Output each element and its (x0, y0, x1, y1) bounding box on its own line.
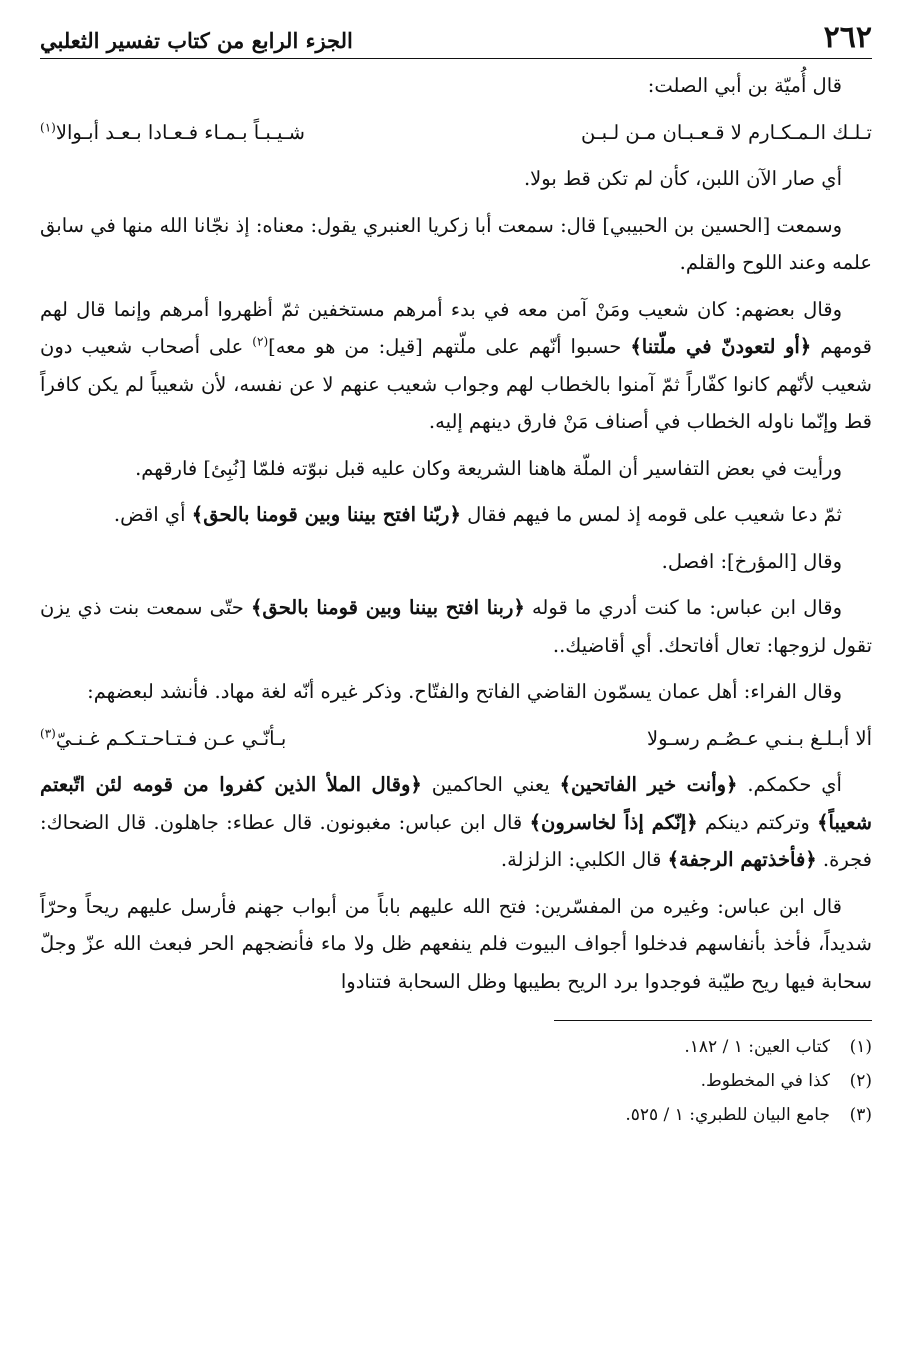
footnote-number: (٢) (849, 1071, 872, 1091)
quran-quote: ﴿فأخذتهم الرجفة﴾ (667, 848, 817, 871)
footnote-marker: (٣) (40, 726, 56, 740)
text-run: حسبوا أنّهم على ملّتهم [قيل: من هو معه] (268, 335, 631, 358)
text-run: قال ابن عباس: مغبونون. قال عطاء: جاهلون. قال الضحاك: فجرة. (40, 810, 872, 871)
verse-second-hemistich-text: شـيـبـاً بـمـاء فـعـادا بـعـد أبـوالا (55, 120, 305, 144)
footnote-number: (٣) (849, 1105, 872, 1125)
footnote-marker: (٢) (252, 334, 269, 349)
footnotes (40, 1031, 872, 1131)
footnote-number: (١) (849, 1037, 872, 1057)
body-text (40, 67, 872, 1000)
footnote-item (40, 1099, 872, 1131)
paragraph: قال أُميّة بن أبي الصلت: (647, 74, 842, 97)
footnote-text: كتاب العين: ١ / ١٨٢. (684, 1037, 830, 1057)
paragraph: أي صار الآن اللبن، كأن لم تكن قط بولا. (523, 167, 842, 190)
paragraph: ورأيت في بعض التفاسير أن الملّة هاهنا الشريعة وكان عليه قبل نبوّته فلمّا [نُبِئ] فارقهم. (135, 456, 842, 480)
page (40, 18, 872, 1133)
quran-quote: ﴿ربّنا افتح بيننا وبين قومنا بالحق﴾ (191, 503, 461, 526)
paragraph (40, 766, 872, 879)
paragraph (40, 496, 872, 534)
footnote-divider (554, 1020, 872, 1021)
paragraph: قال ابن عباس: وغيره من المفسّرين: فتح الله عليهم باباً من أبواب جهنم فأرسل عليهم ريحاً وحرّاً شديداً، فأخذ بأنفاسهم فدخلوا أجواف البيوت فلم ينفعهم ظل ولا ماء فأنضجهم الحر فبعث الله عزّ وجلّ سحابة فيها ريح طيّبة فوجدوا برد الريح بطيبها وظل السحابة فتنادوا (40, 894, 872, 993)
paragraph (40, 589, 872, 664)
verse-line (40, 720, 872, 758)
paragraph: وقال الفراء: أهل عمان يسمّون القاضي الفاتح والفتّاح. وذكر غيره أنّه لغة مهاد. فأنشد لبعضهم: (87, 680, 842, 703)
quran-quote: ﴿إنّكم إذاً لخاسرون﴾ (529, 810, 698, 834)
paragraph: وسمعت [الحسين بن الحبيبي] قال: سمعت أبا زكريا العنبري يقول: معناه: إذ نجّانا الله منها في سابق علمه وعند اللوح والقلم. (40, 213, 872, 274)
text-run: أي حكمكم. (737, 773, 842, 796)
footnote-item (40, 1065, 872, 1097)
verse-line (40, 114, 872, 152)
verse-second-hemistich-text: بـأنّـي عـن فـتـاحـتـكـم غـنـيّ (55, 726, 287, 750)
running-title: الجزء الرابع من كتاب تفسير الثعلبي (40, 28, 353, 53)
text-run: حتّى سمعت بنت ذي يزن تقول لزوجها: تعال أفاتحك. أي أقاضيك.. (40, 596, 872, 657)
footnote-item (40, 1031, 872, 1063)
quran-quote: ﴿ربنا افتح بيننا وبين قومنا بالحق﴾ (251, 596, 525, 619)
verse-second-hemistich (40, 114, 305, 152)
page-number: ٢٦٢ (823, 20, 872, 55)
footnote-marker: (١) (40, 120, 56, 134)
page-header (40, 18, 872, 59)
verse-first-hemistich: ألا أبـلـغ بـنـي عـصُـم رسـولا (646, 726, 872, 750)
quran-quote: ﴿وأنت خير الفاتحين﴾ (559, 773, 738, 796)
paragraph (40, 291, 872, 441)
footnote-text: جامع البيان للطبري: ١ / ٥٢٥. (625, 1105, 830, 1125)
text-run: وقال بعضهم: كان شعيب ومَنْ آمن معه في بدء أمرهم مستخفين ثمّ أظهروا أمرهم وإنما قال لهم قومهم (40, 297, 872, 358)
paragraph: وقال [المؤرخ]: افصل. (661, 549, 842, 573)
text-run: على أصحاب شعيب دون شعيب لأنّهم كانوا كفّاراً ثمّ آمنوا بالخطاب لهم وجواب شعيب عنهم لا عن نفسه، لأن شعيباً لم يكن كافراً قط وإنّما ناوله الخطاب في أصناف مَنْ فارق دينهم إليه. (40, 335, 872, 433)
text-run: ثمّ دعا شعيب على قومه إذ لمس ما فيهم فقال (460, 503, 842, 526)
footnote-text: كذا في المخطوط. (700, 1071, 830, 1091)
verse-second-hemistich (40, 720, 286, 758)
text-run: يعني الحاكمين (421, 773, 560, 796)
text-run: وقال ابن عباس: ما كنت أدري ما قوله (524, 596, 843, 619)
quran-quote: ﴿وقال الملأ الذين كفروا من قومه لئن اتّبعتم شعيباً﴾ (40, 773, 872, 834)
verse-first-hemistich: تـلـك الـمـكـارم لا قـعـبـان مـن لـبـن (581, 120, 872, 144)
text-run: أي اقض. (113, 503, 192, 526)
text-run: قال الكلبي: الزلزلة. (500, 848, 668, 871)
quran-quote: ﴿أو لتعودنّ في ملّتنا﴾ (630, 335, 812, 358)
text-run: وتركتم دينكم (697, 810, 818, 834)
